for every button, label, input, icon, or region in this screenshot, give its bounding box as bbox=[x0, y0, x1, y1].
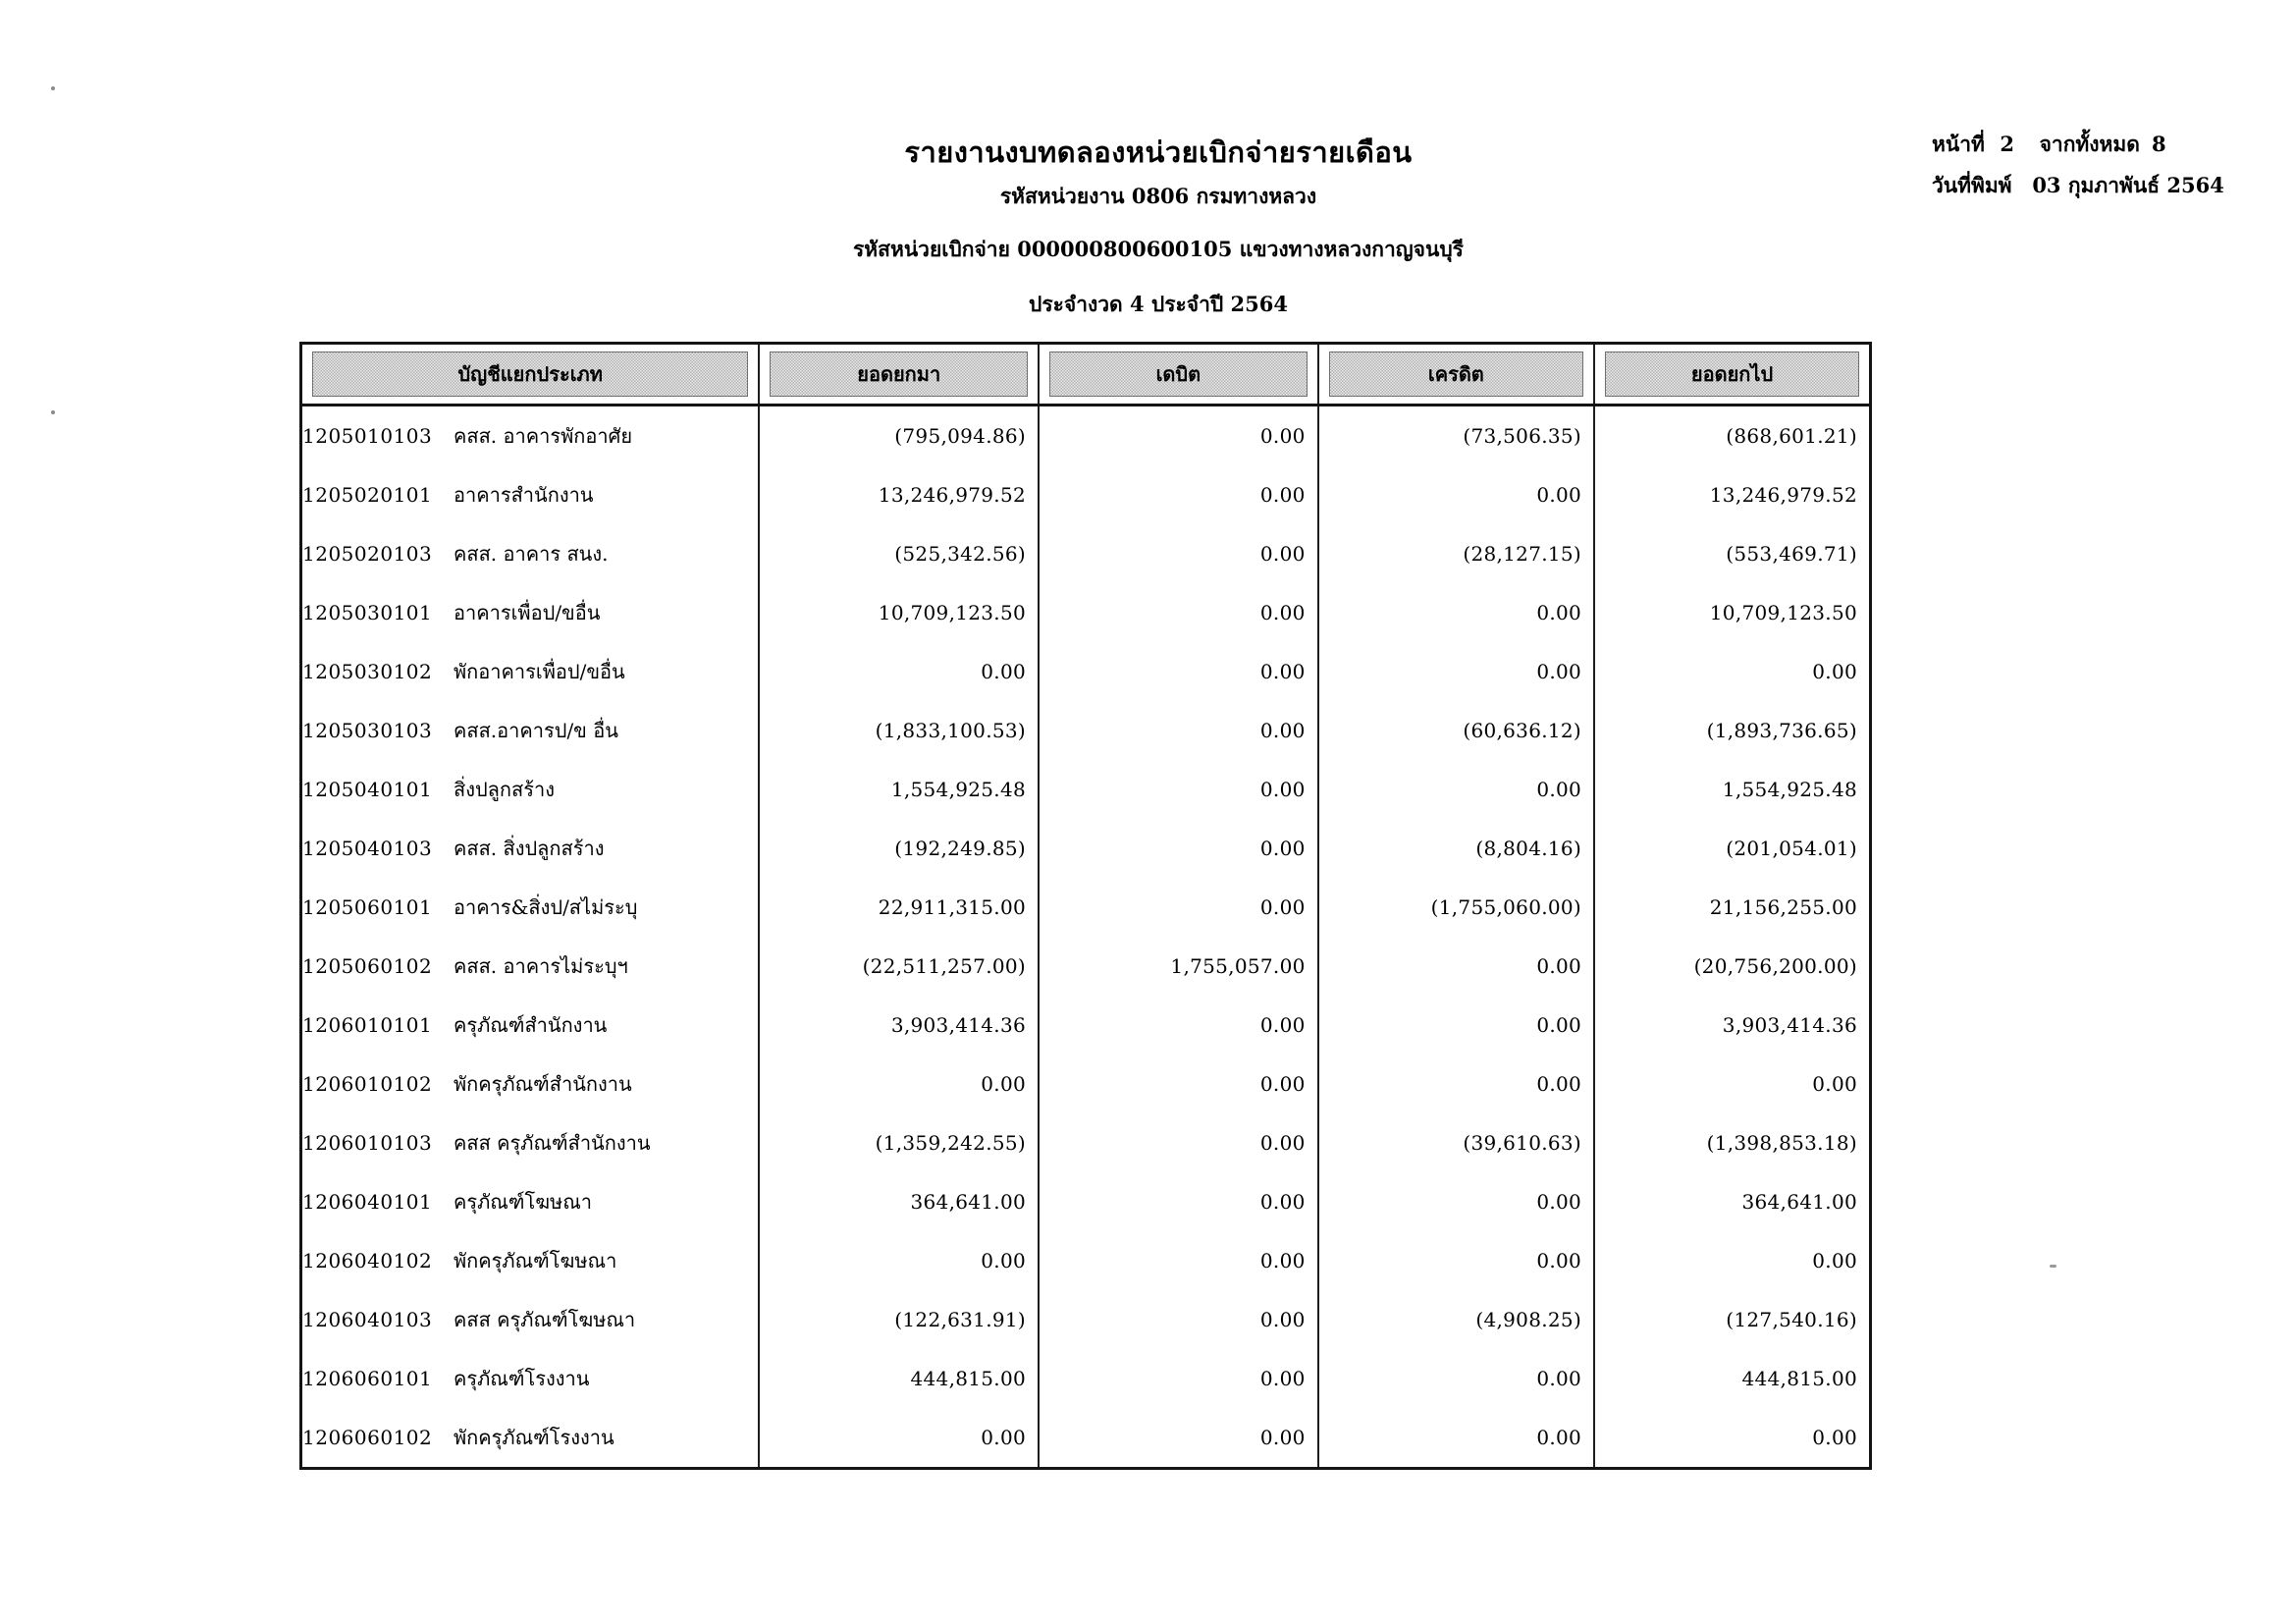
account-cell bbox=[301, 1055, 760, 1113]
table-row bbox=[301, 1055, 1871, 1113]
account-cell bbox=[301, 1172, 760, 1231]
account-name: คสส ครุภัณฑ์โฆษณา bbox=[454, 1308, 636, 1331]
table-row bbox=[301, 642, 1871, 701]
debit-value: 0.00 bbox=[1039, 1055, 1318, 1113]
account-code: 1205040101 bbox=[302, 778, 433, 801]
account-name: คสส.อาคารป/ข อื่น bbox=[454, 719, 618, 742]
account-cell bbox=[301, 465, 760, 524]
account-code: 1206060102 bbox=[302, 1426, 433, 1449]
credit-value: 0.00 bbox=[1318, 760, 1594, 819]
account-cell bbox=[301, 1349, 760, 1408]
carry-forward-in-value: (795,094.86) bbox=[759, 406, 1039, 466]
credit-value: (60,636.12) bbox=[1318, 701, 1594, 760]
account-name: อาคารสำนักงาน bbox=[454, 483, 594, 507]
debit-value: 0.00 bbox=[1039, 819, 1318, 878]
table-row bbox=[301, 1408, 1871, 1469]
credit-value: 0.00 bbox=[1318, 1408, 1594, 1469]
account-cell bbox=[301, 1113, 760, 1172]
credit-value: 0.00 bbox=[1318, 465, 1594, 524]
credit-value: 0.00 bbox=[1318, 583, 1594, 642]
table-row bbox=[301, 996, 1871, 1055]
table-row bbox=[301, 524, 1871, 583]
table-row bbox=[301, 583, 1871, 642]
carry-forward-out-value: 0.00 bbox=[1594, 642, 1870, 701]
carry-forward-in-value: 1,554,925.48 bbox=[759, 760, 1039, 819]
account-name: พักครุภัณฑ์โรงงาน bbox=[454, 1426, 614, 1449]
table-row bbox=[301, 701, 1871, 760]
account-name: คสส. สิ่งปลูกสร้าง bbox=[454, 837, 605, 860]
account-name: คสส. อาคารไม่ระบุฯ bbox=[454, 954, 628, 978]
debit-value: 0.00 bbox=[1039, 1231, 1318, 1290]
carry-forward-out-value: 0.00 bbox=[1594, 1231, 1870, 1290]
credit-value: 0.00 bbox=[1318, 1231, 1594, 1290]
account-cell bbox=[301, 819, 760, 878]
account-cell bbox=[301, 583, 760, 642]
print-date: 03 กุมภาพันธ์ 2564 bbox=[2032, 173, 2224, 197]
scan-speck bbox=[2050, 1265, 2056, 1268]
credit-value: (8,804.16) bbox=[1318, 819, 1594, 878]
period-line: ประจำงวด 4 ประจำปี 2564 bbox=[1029, 292, 1288, 316]
page-meta bbox=[1932, 124, 2224, 206]
account-name: ครุภัณฑ์สำนักงาน bbox=[454, 1013, 608, 1037]
credit-value: (73,506.35) bbox=[1318, 406, 1594, 466]
carry-forward-out-value: (1,398,853.18) bbox=[1594, 1113, 1870, 1172]
total-pages: 8 bbox=[2151, 132, 2166, 156]
account-name: คสส. อาคาร สนง. bbox=[454, 542, 609, 566]
carry-forward-in-value: 13,246,979.52 bbox=[759, 465, 1039, 524]
header-carry-forward-out-column bbox=[1594, 344, 1870, 406]
account-name: อาคารเพื่อป/ขอื่น bbox=[454, 601, 601, 624]
account-code: 1206040102 bbox=[302, 1249, 433, 1272]
carry-forward-out-value: (868,601.21) bbox=[1594, 406, 1870, 466]
agency-code-line: รหัสหน่วยงาน 0806 กรมทางหลวง bbox=[999, 184, 1317, 208]
carry-forward-in-value: 364,641.00 bbox=[759, 1172, 1039, 1231]
credit-value: 0.00 bbox=[1318, 996, 1594, 1055]
account-name: พักครุภัณฑ์สำนักงาน bbox=[454, 1072, 632, 1096]
table-row bbox=[301, 1290, 1871, 1349]
account-code: 1205060101 bbox=[302, 895, 433, 919]
account-code: 1205020101 bbox=[302, 483, 433, 507]
carry-forward-in-value: (122,631.91) bbox=[759, 1290, 1039, 1349]
header-carry-forward-out-label: ยอดยกไป bbox=[1605, 352, 1859, 397]
account-cell bbox=[301, 1231, 760, 1290]
account-code: 1205060102 bbox=[302, 954, 433, 978]
account-name: ครุภัณฑ์โฆษณา bbox=[454, 1190, 593, 1214]
carry-forward-in-value: (22,511,257.00) bbox=[759, 937, 1039, 996]
account-code: 1205020103 bbox=[302, 542, 433, 566]
account-cell bbox=[301, 1290, 760, 1349]
account-name: สิ่งปลูกสร้าง bbox=[454, 778, 555, 801]
carry-forward-out-value: 0.00 bbox=[1594, 1408, 1870, 1469]
credit-value: 0.00 bbox=[1318, 937, 1594, 996]
account-name: พักอาคารเพื่อป/ขอื่น bbox=[454, 660, 625, 683]
carry-forward-out-value: 3,903,414.36 bbox=[1594, 996, 1870, 1055]
account-cell bbox=[301, 878, 760, 937]
carry-forward-out-value: (553,469.71) bbox=[1594, 524, 1870, 583]
credit-value: 0.00 bbox=[1318, 1349, 1594, 1408]
debit-value: 0.00 bbox=[1039, 1290, 1318, 1349]
account-cell bbox=[301, 996, 760, 1055]
account-code: 1205030103 bbox=[302, 719, 433, 742]
header-debit-column bbox=[1039, 344, 1318, 406]
print-date-label: วันที่พิมพ์ bbox=[1932, 173, 2012, 197]
scan-speck bbox=[51, 410, 55, 414]
carry-forward-out-value: 21,156,255.00 bbox=[1594, 878, 1870, 937]
carry-forward-out-value: 444,815.00 bbox=[1594, 1349, 1870, 1408]
header-credit-column bbox=[1318, 344, 1594, 406]
account-name: ครุภัณฑ์โรงงาน bbox=[454, 1367, 590, 1390]
debit-value: 0.00 bbox=[1039, 583, 1318, 642]
header-debit-label: เดบิต bbox=[1049, 352, 1308, 397]
account-name: อาคาร&สิ่งป/สไม่ระบุ bbox=[454, 895, 638, 919]
table-row bbox=[301, 819, 1871, 878]
table-header-row bbox=[301, 344, 1871, 406]
account-cell bbox=[301, 1408, 760, 1469]
account-code: 1206010101 bbox=[302, 1013, 433, 1037]
account-code: 1205030102 bbox=[302, 660, 433, 683]
table-row bbox=[301, 878, 1871, 937]
trial-balance-table bbox=[299, 342, 1872, 1470]
table-row bbox=[301, 1172, 1871, 1231]
account-cell bbox=[301, 760, 760, 819]
account-cell bbox=[301, 937, 760, 996]
page-label: หน้าที่ bbox=[1932, 132, 1985, 156]
debit-value: 0.00 bbox=[1039, 465, 1318, 524]
debit-value: 0.00 bbox=[1039, 760, 1318, 819]
carry-forward-in-value: (192,249.85) bbox=[759, 819, 1039, 878]
carry-forward-in-value: 0.00 bbox=[759, 1055, 1039, 1113]
account-code: 1206010102 bbox=[302, 1072, 433, 1096]
header-carry-forward-in-label: ยอดยกมา bbox=[770, 352, 1028, 397]
account-table-body bbox=[301, 406, 1871, 1469]
carry-forward-out-value: (201,054.01) bbox=[1594, 819, 1870, 878]
carry-forward-in-value: (1,359,242.55) bbox=[759, 1113, 1039, 1172]
header-account-label: บัญชีแยกประเภท bbox=[312, 352, 748, 397]
debit-value: 0.00 bbox=[1039, 1172, 1318, 1231]
disbursing-unit-line: รหัสหน่วยเบิกจ่าย 000000800600105 แขวงทางหลวงกาญจนบุรี bbox=[853, 237, 1464, 261]
account-cell bbox=[301, 701, 760, 760]
account-code: 1206010103 bbox=[302, 1131, 433, 1155]
credit-value: (1,755,060.00) bbox=[1318, 878, 1594, 937]
carry-forward-out-value: (20,756,200.00) bbox=[1594, 937, 1870, 996]
debit-value: 0.00 bbox=[1039, 406, 1318, 466]
header-credit-label: เครดิต bbox=[1329, 352, 1583, 397]
scan-speck bbox=[51, 86, 55, 90]
credit-value: 0.00 bbox=[1318, 1055, 1594, 1113]
carry-forward-in-value: 10,709,123.50 bbox=[759, 583, 1039, 642]
debit-value: 0.00 bbox=[1039, 1349, 1318, 1408]
of-total-label: จากทั้งหมด bbox=[2039, 132, 2140, 156]
credit-value: 0.00 bbox=[1318, 642, 1594, 701]
account-code: 1206040103 bbox=[302, 1308, 433, 1331]
print-date-line bbox=[1932, 165, 2224, 206]
credit-value: (28,127.15) bbox=[1318, 524, 1594, 583]
carry-forward-out-value: (127,540.16) bbox=[1594, 1290, 1870, 1349]
account-code: 1206040101 bbox=[302, 1190, 433, 1214]
carry-forward-out-value: 364,641.00 bbox=[1594, 1172, 1870, 1231]
account-name: พักครุภัณฑ์โฆษณา bbox=[454, 1249, 617, 1272]
carry-forward-in-value: 22,911,315.00 bbox=[759, 878, 1039, 937]
table-row bbox=[301, 465, 1871, 524]
carry-forward-out-value: 13,246,979.52 bbox=[1594, 465, 1870, 524]
account-code: 1205030101 bbox=[302, 601, 433, 624]
debit-value: 0.00 bbox=[1039, 878, 1318, 937]
debit-value: 0.00 bbox=[1039, 996, 1318, 1055]
table-row bbox=[301, 1113, 1871, 1172]
account-code: 1205010103 bbox=[302, 424, 433, 448]
credit-value: (4,908.25) bbox=[1318, 1290, 1594, 1349]
header-account-column bbox=[301, 344, 760, 406]
credit-value: (39,610.63) bbox=[1318, 1113, 1594, 1172]
debit-value: 0.00 bbox=[1039, 1408, 1318, 1469]
page-number-line bbox=[1932, 124, 2224, 165]
carry-forward-in-value: 444,815.00 bbox=[759, 1349, 1039, 1408]
carry-forward-in-value: (1,833,100.53) bbox=[759, 701, 1039, 760]
account-cell bbox=[301, 406, 760, 466]
debit-value: 0.00 bbox=[1039, 642, 1318, 701]
debit-value: 1,755,057.00 bbox=[1039, 937, 1318, 996]
report-title: รายงานงบทดลองหน่วยเบิกจ่ายรายเดือน bbox=[904, 135, 1413, 169]
debit-value: 0.00 bbox=[1039, 524, 1318, 583]
page-number: 2 bbox=[2000, 132, 2014, 156]
carry-forward-out-value: 1,554,925.48 bbox=[1594, 760, 1870, 819]
carry-forward-out-value: 10,709,123.50 bbox=[1594, 583, 1870, 642]
account-cell bbox=[301, 642, 760, 701]
table-row bbox=[301, 406, 1871, 466]
account-code: 1206060101 bbox=[302, 1367, 433, 1390]
credit-value: 0.00 bbox=[1318, 1172, 1594, 1231]
carry-forward-in-value: 0.00 bbox=[759, 1231, 1039, 1290]
account-name: คสส ครุภัณฑ์สำนักงาน bbox=[454, 1131, 651, 1155]
table-row bbox=[301, 760, 1871, 819]
header-carry-forward-in-column bbox=[759, 344, 1039, 406]
carry-forward-in-value: (525,342.56) bbox=[759, 524, 1039, 583]
debit-value: 0.00 bbox=[1039, 701, 1318, 760]
carry-forward-out-value: 0.00 bbox=[1594, 1055, 1870, 1113]
carry-forward-in-value: 0.00 bbox=[759, 642, 1039, 701]
carry-forward-in-value: 0.00 bbox=[759, 1408, 1039, 1469]
table-row bbox=[301, 937, 1871, 996]
table-row bbox=[301, 1231, 1871, 1290]
table-row bbox=[301, 1349, 1871, 1408]
carry-forward-out-value: (1,893,736.65) bbox=[1594, 701, 1870, 760]
account-cell bbox=[301, 524, 760, 583]
account-name: คสส. อาคารพักอาศัย bbox=[454, 424, 633, 448]
account-code: 1205040103 bbox=[302, 837, 433, 860]
carry-forward-in-value: 3,903,414.36 bbox=[759, 996, 1039, 1055]
debit-value: 0.00 bbox=[1039, 1113, 1318, 1172]
